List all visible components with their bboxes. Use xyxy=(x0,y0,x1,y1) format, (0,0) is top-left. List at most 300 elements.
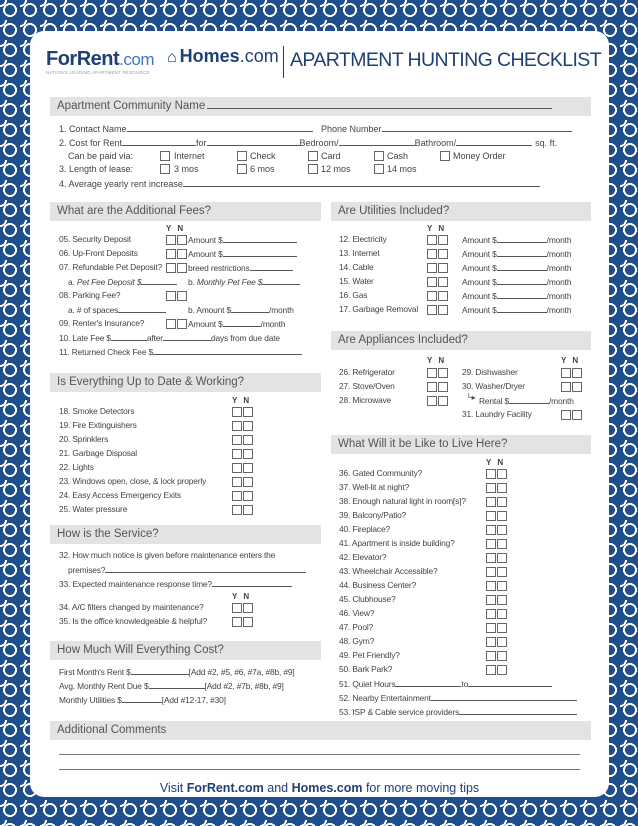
uptodate-18-label: 18. Smoke Detectors xyxy=(59,406,135,416)
monthly-utilities-row xyxy=(59,694,226,706)
living-36-yes-checkbox[interactable] xyxy=(486,469,496,479)
lease-3mos-checkbox[interactable] xyxy=(160,164,170,174)
fee-06-no-checkbox[interactable] xyxy=(177,249,187,259)
card-checkbox[interactable] xyxy=(308,151,318,161)
avg-monthly-row xyxy=(59,680,284,692)
utility-14-no-checkbox[interactable] xyxy=(438,263,448,273)
uptodate-19-yes-checkbox[interactable] xyxy=(232,421,242,431)
footer-and: and xyxy=(267,781,289,795)
money-order-label: Money Order xyxy=(453,151,506,161)
fee-05-amount-line[interactable] xyxy=(223,234,297,243)
living-45-yes-checkbox[interactable] xyxy=(486,595,496,605)
appliances-title: Are Appliances Included? xyxy=(338,334,468,346)
premises-line[interactable] xyxy=(105,564,306,573)
comment-line[interactable] xyxy=(59,754,580,755)
utility-12-label: 12. Electricity xyxy=(339,234,387,244)
living-39-label: 39. Balcony/Patio? xyxy=(339,510,407,520)
washer-rental xyxy=(479,395,574,407)
forrent-brand: ForRent xyxy=(46,48,120,70)
first-month-formula: [Add #2, #5, #6, #7a, #8b, #9] xyxy=(188,667,295,677)
utility-13-label: 13. Internet xyxy=(339,248,380,258)
check-label: Check xyxy=(250,151,276,161)
living-46-no-checkbox[interactable] xyxy=(497,609,507,619)
footer-homes-link[interactable]: Homes.com xyxy=(291,781,363,795)
appliance-29-label: 29. Dishwasher xyxy=(462,367,518,377)
isp-row xyxy=(339,706,577,718)
living-50-no-checkbox[interactable] xyxy=(497,665,507,675)
service-32-label: 32. How much notice is given before maintenance enters the xyxy=(59,550,276,560)
phone-number-line[interactable] xyxy=(382,123,572,132)
living-40-no-checkbox[interactable] xyxy=(497,525,507,535)
appliance-30-yes-checkbox[interactable] xyxy=(561,382,571,392)
appliance-27-yes-checkbox[interactable] xyxy=(427,382,437,392)
utility-14-amount-line[interactable] xyxy=(497,262,547,271)
fees-yn-header: Y N xyxy=(166,224,184,233)
insurance-amount xyxy=(188,318,285,330)
appliances-bar xyxy=(331,331,591,350)
utility-16-month: /month xyxy=(546,291,572,301)
parking-spaces-line[interactable] xyxy=(118,304,166,313)
living-44-yes-checkbox[interactable] xyxy=(486,581,496,591)
late-fee-line[interactable] xyxy=(111,332,147,341)
monthly-pet-fee-label: Monthly Pet Fee $ xyxy=(196,277,263,287)
living-36-no-checkbox[interactable] xyxy=(497,469,507,479)
header-divider xyxy=(283,46,284,78)
service-35-label: 35. Is the office knowledgeable & helpful? xyxy=(59,616,208,626)
uptodate-23-yes-checkbox[interactable] xyxy=(232,477,242,487)
living-43-label: 43. Wheelchair Accessible? xyxy=(339,566,438,576)
utility-17-amount-label: Amount $ xyxy=(462,305,497,315)
breed-restrictions-label: breed restrictions xyxy=(188,263,250,273)
footer-rest: for more moving tips xyxy=(365,781,480,795)
uptodate-title: Is Everything Up to Date & Working? xyxy=(57,376,245,388)
service-34-label: 34. A/C filters changed by maintenance? xyxy=(59,602,204,612)
uptodate-22-yes-checkbox[interactable] xyxy=(232,463,242,473)
uptodate-18-yes-checkbox[interactable] xyxy=(232,407,242,417)
avg-monthly-label: Avg. Monthly Rent Due $ xyxy=(59,681,149,691)
arrow-icon: └▸ xyxy=(466,393,476,402)
uptodate-24-no-checkbox[interactable] xyxy=(243,491,253,501)
fee-05-amount-label: Amount $ xyxy=(188,235,223,245)
comments-bar xyxy=(50,721,591,740)
breed-restrictions xyxy=(188,262,293,274)
returned-check-row xyxy=(59,346,302,358)
utility-14-label: 14. Cable xyxy=(339,262,374,272)
monthly-pet-fee-b: b. xyxy=(188,277,195,287)
phone-number-row xyxy=(321,123,572,135)
rent-increase-row xyxy=(59,178,540,190)
check-checkbox[interactable] xyxy=(237,151,247,161)
utilities-title: Are Utilities Included? xyxy=(338,205,450,217)
service-yn-header: Y N xyxy=(232,592,250,601)
lease-12mos-checkbox[interactable] xyxy=(308,164,318,174)
living-43-yes-checkbox[interactable] xyxy=(486,567,496,577)
living-49-yes-checkbox[interactable] xyxy=(486,651,496,661)
living-44-no-checkbox[interactable] xyxy=(497,581,507,591)
rent-increase-line[interactable] xyxy=(183,178,540,187)
late-fee-days-label: days from due date xyxy=(210,333,280,343)
living-42-no-checkbox[interactable] xyxy=(497,553,507,563)
utility-17-amount xyxy=(462,304,571,316)
community-name-label: Apartment Community Name xyxy=(57,100,206,112)
insurance-amount-line[interactable] xyxy=(223,318,261,327)
footer xyxy=(30,781,609,795)
fee-05-label: 05. Security Deposit xyxy=(59,234,131,244)
utility-17-yes-checkbox[interactable] xyxy=(427,305,437,315)
homes-brand: Homes xyxy=(179,46,240,66)
appliance-30-label: 30. Washer/Dryer xyxy=(462,381,525,391)
utility-12-amount-label: Amount $ xyxy=(462,235,497,245)
utility-12-no-checkbox[interactable] xyxy=(438,235,448,245)
appliance-31-yes-checkbox[interactable] xyxy=(561,410,571,420)
uptodate-24-yes-checkbox[interactable] xyxy=(232,491,242,501)
returned-check-line[interactable] xyxy=(153,346,302,355)
sqft-line[interactable] xyxy=(456,137,532,146)
uptodate-21-no-checkbox[interactable] xyxy=(243,449,253,459)
returned-check-label: 11. Returned Check Fee $ xyxy=(59,347,154,357)
uptodate-22-no-checkbox[interactable] xyxy=(243,463,253,473)
living-39-yes-checkbox[interactable] xyxy=(486,511,496,521)
forrent-com: .com xyxy=(119,50,155,69)
living-46-yes-checkbox[interactable] xyxy=(486,609,496,619)
parking-amount-line[interactable] xyxy=(231,304,269,313)
pet-fee-deposit-line[interactable] xyxy=(141,276,177,285)
quiet-hours-from-line[interactable] xyxy=(395,678,461,687)
utility-12-amount xyxy=(462,234,571,246)
uptodate-bar xyxy=(50,373,321,392)
pet-fee-deposit xyxy=(68,276,177,288)
contact-name-label: 1. Contact Name xyxy=(59,124,127,134)
fee-06-amount-label: Amount $ xyxy=(188,249,223,259)
appliance-27-no-checkbox[interactable] xyxy=(438,382,448,392)
avg-monthly-line[interactable] xyxy=(149,680,205,689)
utility-15-yes-checkbox[interactable] xyxy=(427,277,437,287)
money-order-checkbox[interactable] xyxy=(440,151,450,161)
uptodate-22-label: 22. Lights xyxy=(59,462,94,472)
monthly-utilities-label: Monthly Utilities $ xyxy=(59,695,122,705)
utility-17-label: 17. Garbage Removal xyxy=(339,304,419,314)
utility-14-amount-label: Amount $ xyxy=(462,263,497,273)
appliance-28-yes-checkbox[interactable] xyxy=(427,396,437,406)
utility-14-yes-checkbox[interactable] xyxy=(427,263,437,273)
fee-07-no-checkbox[interactable] xyxy=(177,263,187,273)
living-49-no-checkbox[interactable] xyxy=(497,651,507,661)
living-38-label: 38. Enough natural light in room[s]? xyxy=(339,496,466,506)
uptodate-yn-header: Y N xyxy=(232,396,250,405)
parking-amount-label: b. Amount $ xyxy=(188,305,232,315)
appliance-29-yes-checkbox[interactable] xyxy=(561,368,571,378)
late-fee-after: after xyxy=(146,333,163,343)
utility-13-yes-checkbox[interactable] xyxy=(427,249,437,259)
response-time-label: 33. Expected maintenance response time? xyxy=(59,579,212,589)
premises-label: premises? xyxy=(68,565,106,575)
paid-via-label: Can be paid via: xyxy=(68,151,134,161)
service-35-no-checkbox[interactable] xyxy=(243,617,253,627)
fee-06-amount xyxy=(188,248,297,260)
uptodate-24-label: 24. Easy Access Emergency Exits xyxy=(59,490,181,500)
living-39-no-checkbox[interactable] xyxy=(497,511,507,521)
fee-07-label: 07. Refundable Pet Deposit? xyxy=(59,262,163,272)
washer-rental-label: Rental $ xyxy=(479,396,509,406)
living-48-no-checkbox[interactable] xyxy=(497,637,507,647)
insurance-amount-month: /month xyxy=(260,319,286,329)
page-title: APARTMENT HUNTING CHECKLIST xyxy=(290,49,602,71)
comments-title: Additional Comments xyxy=(57,724,167,736)
washer-rental-line[interactable] xyxy=(509,395,549,404)
contact-name-line[interactable] xyxy=(127,123,313,132)
cost-title: How Much Will Everything Cost? xyxy=(57,644,224,656)
forrent-tagline: NATION'S LEADING APARTMENT RESOURCE xyxy=(46,70,150,75)
utility-14-amount xyxy=(462,262,571,274)
uptodate-19-no-checkbox[interactable] xyxy=(243,421,253,431)
appliances-right-yn-header: Y N xyxy=(561,356,579,365)
house-icon: ⌂ xyxy=(167,49,177,66)
uptodate-20-label: 20. Sprinklers xyxy=(59,434,109,444)
living-37-yes-checkbox[interactable] xyxy=(486,483,496,493)
entertainment-label: 52. Nearby Entertainment xyxy=(339,693,431,703)
utility-16-amount-label: Amount $ xyxy=(462,291,497,301)
living-37-no-checkbox[interactable] xyxy=(497,483,507,493)
service-34-yes-checkbox[interactable] xyxy=(232,603,242,613)
lease-14mos-label: 14 mos xyxy=(387,164,417,174)
response-time-row xyxy=(59,578,292,590)
living-48-label: 48. Gym? xyxy=(339,636,375,646)
contact-name-row xyxy=(59,123,313,135)
uptodate-25-yes-checkbox[interactable] xyxy=(232,505,242,515)
utility-15-month: /month xyxy=(546,277,572,287)
utility-16-amount-line[interactable] xyxy=(497,290,547,299)
first-month-line[interactable] xyxy=(131,666,189,675)
utility-12-month: /month xyxy=(546,235,572,245)
living-42-label: 42. Elevator? xyxy=(339,552,387,562)
fee-09-label: 09. Renter's Insurance? xyxy=(59,318,145,328)
quiet-hours-to: to xyxy=(461,679,469,689)
uptodate-25-no-checkbox[interactable] xyxy=(243,505,253,515)
quiet-hours-row xyxy=(339,678,552,690)
living-45-label: 45. Clubhouse? xyxy=(339,594,396,604)
comment-line[interactable] xyxy=(59,769,580,770)
utility-12-amount-line[interactable] xyxy=(497,234,547,243)
fee-05-amount xyxy=(188,234,297,246)
service-title: How is the Service? xyxy=(57,528,159,540)
monthly-utilities-formula: [Add #12-17, #30] xyxy=(161,695,226,705)
utility-17-no-checkbox[interactable] xyxy=(438,305,448,315)
cash-label: Cash xyxy=(387,151,409,161)
parking-spaces-label: a. # of spaces xyxy=(68,305,119,315)
utility-15-label: 15. Water xyxy=(339,276,374,286)
living-yn-header: Y N xyxy=(486,458,504,467)
internet-label: Internet xyxy=(174,151,205,161)
uptodate-25-label: 25. Water pressure xyxy=(59,504,128,514)
living-44-label: 44. Business Center? xyxy=(339,580,417,590)
uptodate-20-no-checkbox[interactable] xyxy=(243,435,253,445)
pet-fee-deposit-a: a. xyxy=(68,277,75,287)
utility-13-month: /month xyxy=(546,249,572,259)
uptodate-21-yes-checkbox[interactable] xyxy=(232,449,242,459)
footer-forrent-link[interactable]: ForRent.com xyxy=(186,781,264,795)
for-label: for xyxy=(196,138,207,148)
appliance-30-no-checkbox[interactable] xyxy=(572,382,582,392)
utility-12-yes-checkbox[interactable] xyxy=(427,235,437,245)
living-43-no-checkbox[interactable] xyxy=(497,567,507,577)
uptodate-19-label: 19. Fire Extinguishers xyxy=(59,420,137,430)
utility-13-no-checkbox[interactable] xyxy=(438,249,448,259)
uptodate-23-no-checkbox[interactable] xyxy=(243,477,253,487)
community-name-line[interactable] xyxy=(207,100,552,109)
response-time-line[interactable] xyxy=(212,578,292,587)
first-month-row xyxy=(59,666,295,678)
appliance-26-no-checkbox[interactable] xyxy=(438,368,448,378)
living-40-label: 40. Fireplace? xyxy=(339,524,390,534)
living-50-yes-checkbox[interactable] xyxy=(486,665,496,675)
late-fee-days-line[interactable] xyxy=(163,332,211,341)
appliance-31-no-checkbox[interactable] xyxy=(572,410,582,420)
late-fee-row xyxy=(59,332,280,344)
living-37-label: 37. Well-lit at night? xyxy=(339,482,410,492)
living-48-yes-checkbox[interactable] xyxy=(486,637,496,647)
fee-09-yes-checkbox[interactable] xyxy=(166,319,176,329)
bathroom-line[interactable] xyxy=(339,137,415,146)
utility-13-amount-label: Amount $ xyxy=(462,249,497,259)
fee-08-yes-checkbox[interactable] xyxy=(166,291,176,301)
lease-length-label: 3. Length of lease: xyxy=(59,164,134,174)
utilities-yn-header: Y N xyxy=(427,224,445,233)
appliance-26-label: 26. Refrigerator xyxy=(339,367,395,377)
isp-label: 53. ISP & Cable service providers xyxy=(339,707,460,717)
living-38-yes-checkbox[interactable] xyxy=(486,497,496,507)
lease-6mos-label: 6 mos xyxy=(250,164,275,174)
parking-spaces xyxy=(68,304,166,316)
fee-05-yes-checkbox[interactable] xyxy=(166,235,176,245)
fees-title: What are the Additional Fees? xyxy=(57,205,212,217)
washer-rental-month: /month xyxy=(549,396,574,406)
utility-15-amount-line[interactable] xyxy=(497,276,547,285)
appliance-29-no-checkbox[interactable] xyxy=(572,368,582,378)
breed-restrictions-line[interactable] xyxy=(250,262,293,271)
living-45-no-checkbox[interactable] xyxy=(497,595,507,605)
bedroom-line[interactable] xyxy=(207,137,300,146)
living-41-yes-checkbox[interactable] xyxy=(486,539,496,549)
cost-for-rent-line[interactable] xyxy=(122,137,196,146)
utility-13-amount xyxy=(462,248,571,260)
fee-06-amount-line[interactable] xyxy=(223,248,297,257)
parking-amount xyxy=(188,304,294,316)
monthly-utilities-line[interactable] xyxy=(122,694,162,703)
pet-fee-deposit-label: Pet Fee Deposit $ xyxy=(76,277,142,287)
utility-14-month: /month xyxy=(546,263,572,273)
rent-increase-label: 4. Average yearly rent increase xyxy=(59,179,183,189)
service-34-no-checkbox[interactable] xyxy=(243,603,253,613)
utility-13-amount-line[interactable] xyxy=(497,248,547,257)
fee-05-no-checkbox[interactable] xyxy=(177,235,187,245)
fee-08-label: 08. Parking Fee? xyxy=(59,290,121,300)
homes-com: .com xyxy=(239,46,279,66)
entertainment-line[interactable] xyxy=(431,692,577,701)
monthly-pet-fee xyxy=(188,276,300,288)
fees-bar xyxy=(50,202,321,221)
living-40-yes-checkbox[interactable] xyxy=(486,525,496,535)
appliance-31-label: 31. Laundry Facility xyxy=(462,409,532,419)
cash-checkbox[interactable] xyxy=(374,151,384,161)
insurance-amount-label: Amount $ xyxy=(188,319,223,329)
lease-12mos-label: 12 mos xyxy=(321,164,351,174)
living-50-label: 50. Bark Park? xyxy=(339,664,393,674)
phone-number-label: Phone Number xyxy=(321,124,382,134)
appliance-28-label: 28. Microwave xyxy=(339,395,392,405)
appliance-26-yes-checkbox[interactable] xyxy=(427,368,437,378)
uptodate-18-no-checkbox[interactable] xyxy=(243,407,253,417)
fee-06-yes-checkbox[interactable] xyxy=(166,249,176,259)
internet-checkbox[interactable] xyxy=(160,151,170,161)
service-bar xyxy=(50,525,321,544)
utility-15-no-checkbox[interactable] xyxy=(438,277,448,287)
living-47-no-checkbox[interactable] xyxy=(497,623,507,633)
utility-15-amount-label: Amount $ xyxy=(462,277,497,287)
fee-06-label: 06. Up-Front Deposits xyxy=(59,248,138,258)
entertainment-row xyxy=(339,692,577,704)
living-47-label: 47. Pool? xyxy=(339,622,374,632)
footer-visit: Visit xyxy=(159,781,184,795)
parking-amount-month: /month xyxy=(269,305,294,315)
living-36-label: 36. Gated Community? xyxy=(339,468,423,478)
fee-09-no-checkbox[interactable] xyxy=(177,319,187,329)
utility-16-yes-checkbox[interactable] xyxy=(427,291,437,301)
appliance-27-label: 27. Stove/Oven xyxy=(339,381,395,391)
lease-3mos-label: 3 mos xyxy=(174,164,199,174)
utility-16-no-checkbox[interactable] xyxy=(438,291,448,301)
living-42-yes-checkbox[interactable] xyxy=(486,553,496,563)
card-label: Card xyxy=(321,151,341,161)
avg-monthly-formula: [Add #2, #7b, #8b, #9] xyxy=(204,681,284,691)
living-41-no-checkbox[interactable] xyxy=(497,539,507,549)
late-fee-label: 10. Late Fee $ xyxy=(59,333,111,343)
first-month-label: First Month's Rent $ xyxy=(59,667,131,677)
living-38-no-checkbox[interactable] xyxy=(497,497,507,507)
living-49-label: 49. Pet Friendly? xyxy=(339,650,400,660)
service-35-yes-checkbox[interactable] xyxy=(232,617,242,627)
bathroom-label: Bathroom/ xyxy=(414,138,457,148)
living-47-yes-checkbox[interactable] xyxy=(486,623,496,633)
cost-bar xyxy=(50,641,321,660)
living-46-label: 46. View? xyxy=(339,608,375,618)
bedroom-label: Bedroom/ xyxy=(299,138,339,148)
uptodate-20-yes-checkbox[interactable] xyxy=(232,435,242,445)
quiet-hours-label: 51. Quiet Hours xyxy=(339,679,396,689)
living-41-label: 41. Apartment is inside building? xyxy=(339,538,455,548)
utility-17-month: /month xyxy=(546,305,572,315)
utility-17-amount-line[interactable] xyxy=(497,304,547,313)
monthly-pet-fee-line[interactable] xyxy=(262,276,300,285)
uptodate-21-label: 21. Garbage Disposal xyxy=(59,448,138,458)
lease-14mos-checkbox[interactable] xyxy=(374,164,384,174)
utility-16-amount xyxy=(462,290,571,302)
fee-07-yes-checkbox[interactable] xyxy=(166,263,176,273)
living-title: What Will it be Like to Live Here? xyxy=(338,438,508,450)
appliance-28-no-checkbox[interactable] xyxy=(438,396,448,406)
premises-row xyxy=(68,564,306,576)
uptodate-23-label: 23. Windows open, close, & lock properly xyxy=(59,476,207,486)
isp-line[interactable] xyxy=(459,706,577,715)
utilities-bar xyxy=(331,202,591,221)
cost-for-rent-label: 2. Cost for Rent xyxy=(59,138,123,148)
utility-16-label: 16. Gas xyxy=(339,290,368,300)
lease-6mos-checkbox[interactable] xyxy=(237,164,247,174)
forrent-logo[interactable] xyxy=(46,48,154,71)
fee-08-no-checkbox[interactable] xyxy=(177,291,187,301)
homes-logo[interactable] xyxy=(167,46,279,67)
sqft-label: sq. ft. xyxy=(535,138,558,148)
quiet-hours-to-line[interactable] xyxy=(468,678,552,687)
